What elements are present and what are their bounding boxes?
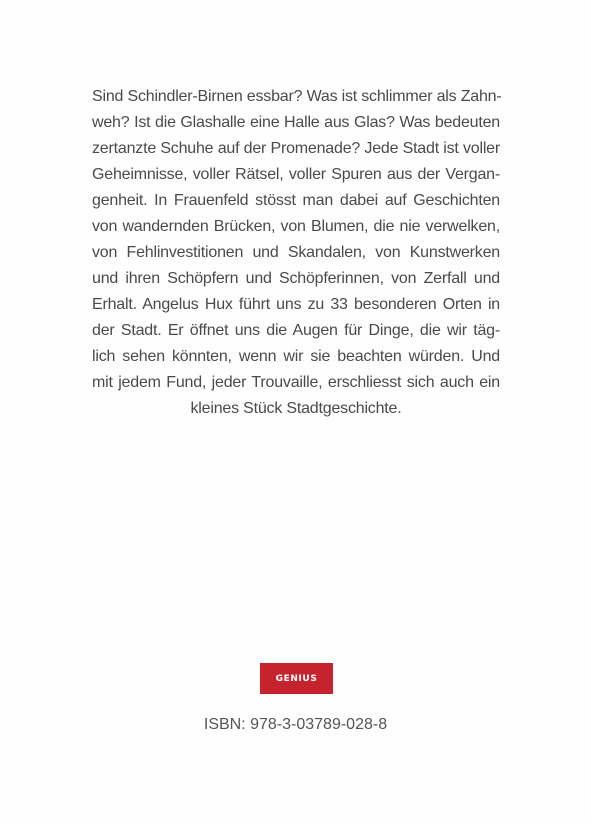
blurb-text — [92, 84, 500, 422]
blurb-line: lich sehen könnten, wenn wir sie beachten würden. Und — [92, 348, 500, 365]
blurb-line: mit jedem Fund, jeder Trouvaille, erschliesst sich auch ein — [92, 374, 500, 391]
blurb-line: weh? Ist die Glashalle eine Halle aus Glas? Was bedeuten — [92, 114, 500, 131]
blurb-line: Sind Schindler-Birnen essbar? Was ist schlimmer als Zahn- — [92, 88, 502, 105]
blurb-line: Erhalt. Angelus Hux führt uns zu 33 besonderen Orten in — [92, 296, 500, 313]
blurb-line: der Stadt. Er öffnet uns die Augen für Dinge, die wir täg- — [92, 322, 500, 339]
blurb-line: zertanzte Schuhe auf der Promenade? Jede Stadt ist voller — [92, 140, 500, 157]
blurb-line: von wandernden Brücken, von Blumen, die nie verwelken, — [92, 218, 500, 235]
publisher-logo-text: GENIUS — [275, 673, 318, 684]
blurb-line: von Fehlinvestitionen und Skandalen, von Kunstwerken — [92, 244, 500, 261]
publisher-logo — [260, 663, 333, 694]
blurb-line: genheit. In Frauenfeld stösst man dabei auf Geschichten — [92, 192, 500, 209]
isbn-text: ISBN: 978-3-03789-028-8 — [203, 716, 388, 733]
blurb-line-last: kleines Stück Stadtgeschichte. — [190, 400, 402, 417]
blurb-line: und ihren Schöpfern und Schöpferinnen, von Zerfall und — [92, 270, 500, 287]
blurb-line: Geheimnisse, voller Rätsel, voller Spuren aus der Vergan- — [92, 166, 500, 183]
